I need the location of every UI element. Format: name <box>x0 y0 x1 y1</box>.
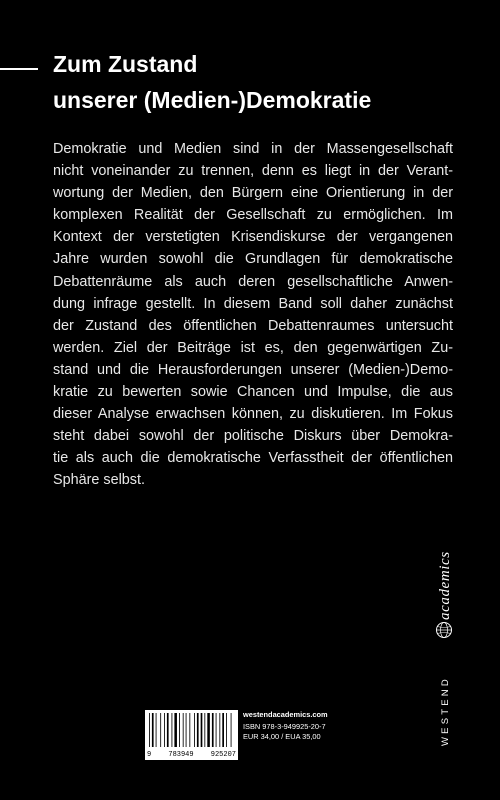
publisher-name-academics: academics <box>437 551 453 620</box>
barcode-bars <box>145 710 238 750</box>
barcode-bar <box>160 713 161 747</box>
imprint <box>243 710 328 742</box>
barcode-bar <box>194 713 195 747</box>
blurb-text <box>53 138 453 492</box>
blurb-line: der Zustand des öffentlichen Debattenraumes untersucht <box>53 317 453 334</box>
barcode-bar <box>179 713 180 747</box>
barcode-bar <box>212 713 214 747</box>
barcode-bar <box>207 713 210 747</box>
barcode-bar <box>219 713 220 747</box>
blurb-line: stand und die Herausforderungen unserer (Medien-)Demo- <box>53 361 453 378</box>
barcode-bar <box>152 713 154 747</box>
barcode-digit-group: 925207 <box>210 751 236 759</box>
blurb-line: Jahre wurden sowohl die Grundlagen für demokratische <box>53 251 453 268</box>
publisher-name-westend: WESTEND <box>440 676 451 746</box>
blurb-line: Sphäre selbst. <box>53 472 145 489</box>
title-line-1: Zum Zustand <box>53 51 198 77</box>
isbn-number: ISBN 978-3-949925-20-7 <box>243 722 326 731</box>
blurb-line: steht dabei sowohl der politische Diskurs über Demokra- <box>53 428 453 445</box>
isbn-barcode <box>145 710 238 760</box>
blurb-line: nicht voneinander zu trennen, denn es liegt in der Verant- <box>53 163 453 180</box>
barcode-bar <box>156 713 157 747</box>
blurb-line: tie als auch die demokratische Verfasstheit der öffentlichen <box>53 450 453 467</box>
barcode-bar <box>183 713 184 747</box>
barcode-bar <box>226 713 227 747</box>
publisher-website: westendacademics.com <box>243 710 328 719</box>
barcode-bar <box>189 713 190 747</box>
title-rule <box>0 68 38 70</box>
barcode-bar <box>164 713 165 747</box>
barcode-bar <box>167 713 169 747</box>
globe-icon <box>437 623 452 638</box>
publisher-logo <box>424 520 464 750</box>
barcode-digit-group: 9 <box>147 751 152 759</box>
blurb-line: dung infrage gestellt. In diesem Band soll daher zunächst <box>53 295 453 312</box>
blurb-line: Debattenräume als auch deren gesellschaftliche Anwen- <box>53 273 453 290</box>
blurb-line: werden. Ziel der Beiträge ist es, den gegenwärtigen Zu- <box>53 339 453 356</box>
barcode-digit-group: 783949 <box>168 751 194 759</box>
barcode-bar <box>149 713 150 747</box>
barcode-bar <box>172 713 173 747</box>
barcode-bar <box>197 713 199 747</box>
price-label: EUR 34,00 / EUA 35,00 <box>243 732 321 741</box>
barcode-bar <box>174 713 177 747</box>
blurb-line: Demokratie und Medien sind in der Massengesellschaft <box>53 141 453 157</box>
blurb-line: kratie zu bewerten sowie Chancen und Impulse, die aus <box>53 384 453 401</box>
barcode-bar <box>201 713 203 747</box>
blurb-line: Kontext der verstetigten Krisendiskurse der vergangenen <box>53 229 453 246</box>
title-line-2: unserer (Medien-)Demokratie <box>53 87 372 113</box>
barcode-bar <box>186 713 187 747</box>
barcode-bar <box>216 713 217 747</box>
barcode-bar <box>231 713 232 747</box>
book-title <box>53 46 473 118</box>
blurb-line: komplexen Realität der Gesellschaft zu ermöglichen. Im <box>53 207 453 224</box>
barcode-bar <box>204 713 205 747</box>
barcode-digits <box>145 751 238 759</box>
blurb-line: wortung der Medien, den Bürgern eine Orientierung in der <box>53 185 453 202</box>
blurb-line: dieser Analyse erwachsen können, zu diskutieren. Im Fokus <box>53 406 453 423</box>
barcode-bar <box>222 713 224 747</box>
